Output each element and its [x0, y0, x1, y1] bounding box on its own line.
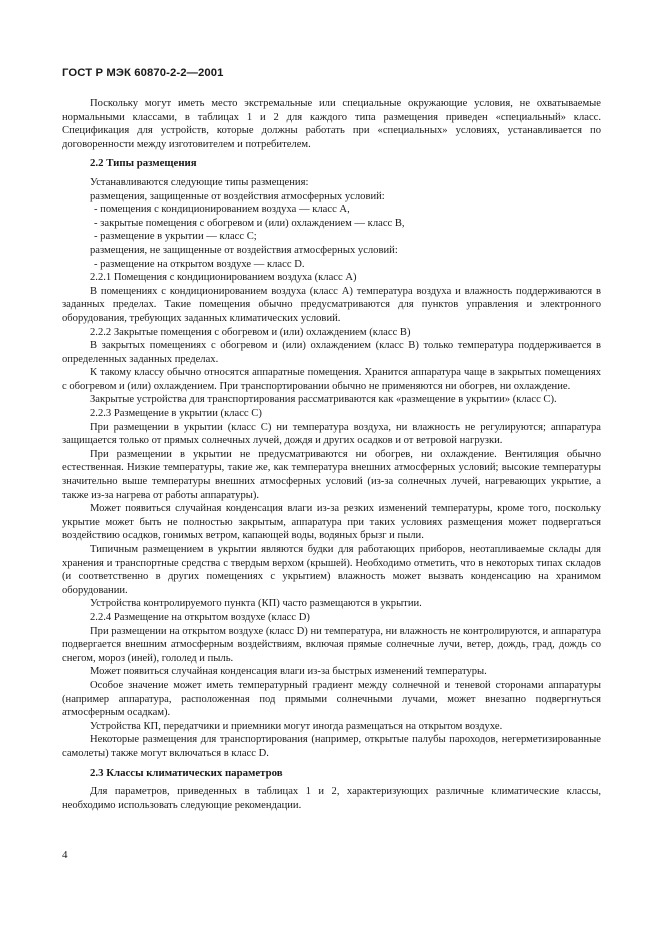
paragraph: Типичным размещением в укрытии являются будки для работающих приборов, неотапливаемые склады для хранения и транспортные средства с твердым верхом (крышей). Необходимо отметить, что в некоторых типах складов (и соответственно в других помещениях с укрытием) влажность может вызвать конденсацию на хранимом оборудовании.: [62, 544, 601, 596]
paragraph: Для параметров, приведенных в таблицах 1 и 2, характеризующих различные климатические классы, необходимо использовать следующие рекомендации.: [62, 786, 601, 811]
paragraph: 2.2.4 Размещение на открытом воздухе (класс D): [90, 611, 310, 623]
paragraph: 2.2.3 Размещение в укрытии (класс С): [90, 408, 262, 420]
list-item: - закрытые помещения с обогревом и (или) охлаждением — класс В,: [94, 217, 405, 229]
paragraph: Закрытые устройства для транспортирования рассматриваются как «размещение в укрытии» (класс С).: [90, 394, 557, 406]
paragraph: 2.2.2 Закрытые помещения с обогревом и (или) охлаждением (класс В): [90, 326, 411, 338]
paragraph: размещения, не защищенные от воздействия атмосферных условий:: [90, 244, 398, 256]
section-heading: 2.3 Классы климатических параметров: [90, 766, 283, 779]
paragraph: Устанавливаются следующие типы размещения:: [90, 176, 309, 188]
list-item: - размещение в укрытии — класс С;: [94, 231, 257, 243]
document-body: [62, 97, 601, 812]
paragraph: Может появиться случайная конденсация влаги из-за резких изменений температуры, кроме того, поскольку укрытие может быть не полностью закрытым, аппаратура при таких условиях размещения может подвергаться воздействию осадков, гонимых ветром, капающей воды, водяных брызг и пыли.: [62, 503, 601, 542]
paragraph: При размещении в укрытии (класс С) ни температура воздуха, ни влажность не регулируются; аппаратура защищается только от прямых солнечных лучей, дождя и других осадков и от ветровой нагрузки.: [62, 421, 601, 447]
paragraph: Может появиться случайная конденсация влаги из-за быстрых изменений температуры.: [90, 666, 487, 678]
paragraph: Устройства КП, передатчики и приемники могут иногда размещаться на открытом воздухе.: [90, 720, 503, 732]
paragraph: В помещениях с кондиционированием воздуха (класс А) температура воздуха и влажность поддерживаются в заданных пределах. Такие помещения обычно предусматриваются для пунктов управления и электронного оборудования, требующих заданных климатических условий.: [62, 285, 601, 324]
paragraph: 2.2.1 Помещения с кондиционированием воздуха (класс А): [90, 272, 357, 284]
list-item: - размещение на открытом воздухе — класс D.: [94, 258, 305, 270]
section-heading: 2.2 Типы размещения: [90, 157, 197, 170]
document-header: ГОСТ Р МЭК 60870-2-2—2001: [62, 67, 224, 79]
paragraph: Устройства контролируемого пункта (КП) часто размещаются в укрытии.: [90, 598, 422, 610]
paragraph: При размещении в укрытии не предусматриваются ни обогрев, ни охлаждение. Вентиляция обычно естественная. Низкие температуры, такие же, как температура внешних атмосферных условий; высокие температуры значительно выше температуры внешних атмосферных условий (из-за солнечных лучей, нагревающих укрытие, а также из-за нагрева от работы аппаратуры).: [62, 448, 601, 501]
paragraph: Особое значение может иметь температурный градиент между солнечной и теневой сторонами аппаратуры (например аппаратура, расположенная под прямыми солнечными лучами, может внезапно подвергнуться атмосферным осадкам).: [62, 679, 601, 719]
paragraph: К такому классу обычно относятся аппаратные помещения. Хранится аппаратура чаще в закрытых помещениях с обогревом и (или) охлаждением. При транспортировании обычно не применяются ни обогрев, ни охлаждение.: [62, 367, 601, 392]
list-item: - помещения с кондиционированием воздуха — класс А,: [94, 204, 350, 216]
paragraph: Некоторые размещения для транспортирования (например, открытые палубы пароходов, негерметизированные самолеты) также могут включаться в класс D.: [62, 734, 601, 759]
paragraph: В закрытых помещениях с обогревом и (или) охлаждением (класс В) только температура поддерживается в определенных заданных пределах.: [62, 340, 601, 365]
page-number: 4: [62, 849, 68, 861]
paragraph: Поскольку могут иметь место экстремальные или специальные окружающие условия, не охватываемые нормальными классами, в таблицах 1 и 2 для каждого типа размещения приведен «специальный» класс. Спецификация для устройств, которые должны работать при «специальных» условиях, устанавливается по договоренности между изготовителем и потребителем.: [62, 98, 601, 150]
paragraph: размещения, защищенные от воздействия атмосферных условий:: [90, 190, 385, 202]
paragraph: При размещении на открытом воздухе (класс D) ни температура, ни влажность не контролируются, и аппаратура подвергается внешним атмосферным воздействиям, включая прямые солнечные лучи, ветер, дождь, град, дождь со снегом, мороз (иней), гололед и пыль.: [62, 625, 601, 664]
